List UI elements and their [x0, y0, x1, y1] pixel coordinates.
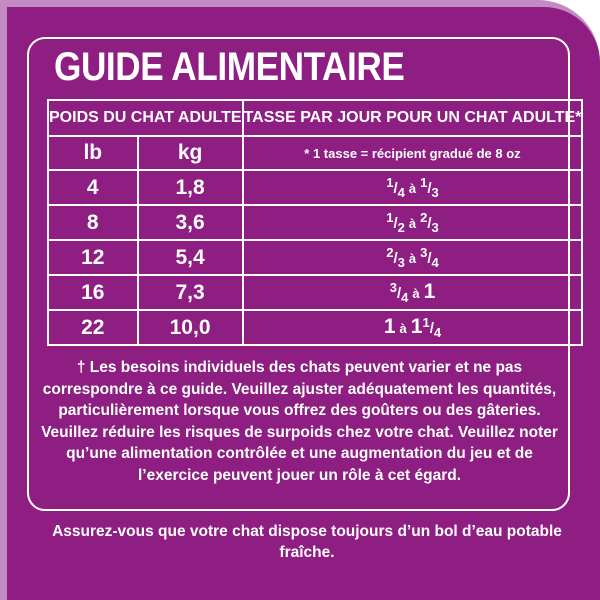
range-separator: à [408, 251, 417, 266]
cell-weight-kg: 10,0 [138, 310, 243, 345]
cell-weight-kg: 1,8 [138, 170, 243, 205]
cell-cups-range [243, 205, 583, 240]
cell-weight-lb: 12 [48, 240, 138, 275]
table-subheader-row [48, 136, 582, 170]
cell-cups-range [243, 240, 583, 275]
feeding-guide-panel [7, 7, 600, 600]
cell-cups-range [243, 310, 583, 345]
cell-weight-lb: 4 [48, 170, 138, 205]
cup_from-amount: $^1/_2$ [386, 210, 405, 235]
cell-weight-lb: 8 [48, 205, 138, 240]
unit-kg: kg [138, 136, 243, 170]
water-reminder: Assurez-vous que votre chat dispose toujours d’un bol d’eau potable fraîche. [52, 523, 562, 561]
table-row [48, 205, 582, 240]
table-row [48, 170, 582, 205]
table-row [48, 275, 582, 310]
disclaimer-note: † Les besoins individuels des chats peuvent varier et ne pas correspondre à ce guide. Veuillez ajuster adéquatement les quantités, particulièrement lorsque vous offrez des goûters ou des gâteries. Veuillez réduire les risques de surpoids chez votre chat. Veuillez noter qu’une alimentation contrôlée et une augmentation du jeu et de l’exercice peuvent jouer un rôle à cet égard. [41, 359, 558, 484]
range-separator: à [408, 181, 417, 196]
cell-cups-range [243, 275, 583, 310]
table-row [48, 310, 582, 345]
table-row [48, 240, 582, 275]
cell-weight-kg: 3,6 [138, 205, 243, 240]
header-cups-per-day: TASSE PAR JOUR POUR UN CHAT ADULTE* [243, 100, 583, 136]
cup_to-amount: 1 [423, 280, 436, 303]
cell-weight-lb: 22 [48, 310, 138, 345]
cup_to-amount: $^3/_4$ [420, 245, 439, 270]
cell-weight-lb: 16 [48, 275, 138, 310]
cell-cups-range [243, 170, 583, 205]
cup_to-amount: $1^1/_4$ [410, 315, 442, 340]
guide-title: GUIDE ALIMENTAIRE [54, 45, 405, 89]
cup_to-amount: $^1/_3$ [420, 175, 439, 200]
range-separator: à [412, 286, 420, 301]
cup_from-amount: $^3/_4$ [389, 280, 409, 305]
cell-weight-kg: 7,3 [138, 275, 243, 310]
feeding-guide-card [27, 37, 582, 511]
cup_from-amount: $^1/_4$ [386, 175, 405, 200]
cup_from-amount: 1 [383, 315, 396, 338]
table-header-row [48, 100, 582, 136]
cup_to-amount: $^2/_3$ [420, 210, 439, 235]
header-cat-weight: POIDS DU CHAT ADULTE [48, 100, 243, 136]
feeding-table [47, 99, 583, 346]
cup_from-amount: $^2/_3$ [386, 245, 405, 270]
cell-weight-kg: 5,4 [138, 240, 243, 275]
range-separator: à [399, 321, 407, 336]
cup-definition-note: * 1 tasse = récipient gradué de 8 oz [243, 136, 583, 170]
range-separator: à [408, 216, 417, 231]
unit-lb: lb [48, 136, 138, 170]
